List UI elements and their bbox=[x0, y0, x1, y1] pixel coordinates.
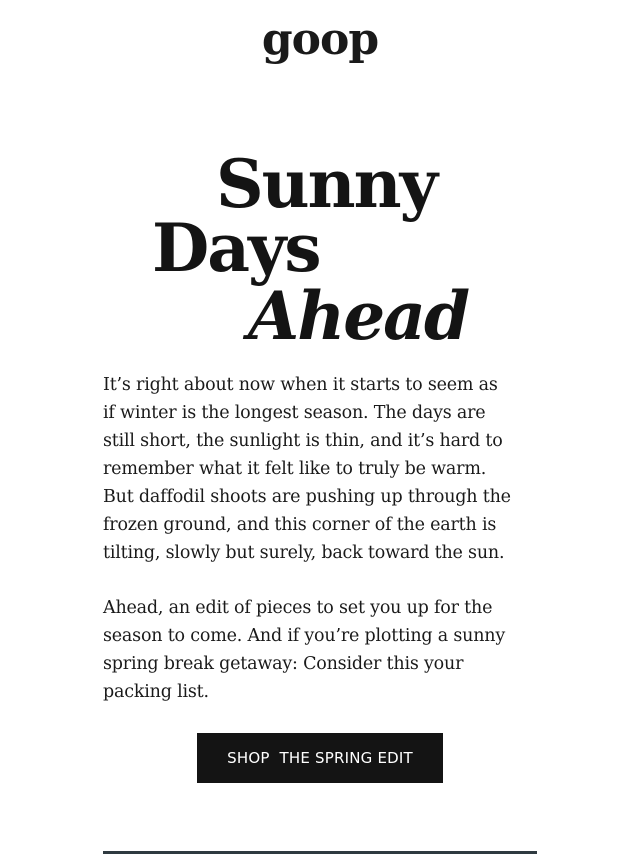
edit-line: Ahead, an edit of pieces to set you up for the bbox=[103, 598, 493, 618]
goop-logo[interactable]: goop bbox=[261, 14, 379, 65]
edit-line: spring break getaway: Consider this your bbox=[103, 654, 464, 674]
intro-line: remember what it felt like to truly be warm. bbox=[103, 459, 487, 479]
intro-line: still short, the sunlight is thin, and it’s hard to bbox=[103, 431, 503, 451]
edit-paragraph bbox=[103, 594, 543, 706]
shop-spring-edit-label: SHOP THE SPRING EDIT bbox=[227, 749, 413, 767]
edit-line: packing list. bbox=[103, 682, 209, 702]
headline-line-days: Days bbox=[152, 209, 320, 287]
intro-line: It’s right about now when it starts to seem as bbox=[103, 375, 498, 395]
intro-line: if winter is the longest season. The days are bbox=[103, 403, 486, 423]
intro-paragraph bbox=[103, 371, 543, 567]
headline-line-ahead: Ahead bbox=[248, 277, 469, 355]
intro-line: tilting, slowly but surely, back toward the sun. bbox=[103, 543, 505, 563]
headline-line-sunny: Sunny bbox=[216, 145, 436, 223]
shop-spring-edit-button[interactable] bbox=[197, 733, 443, 783]
intro-line: frozen ground, and this corner of the earth is bbox=[103, 515, 497, 535]
intro-line: But daffodil shoots are pushing up through the bbox=[103, 487, 511, 507]
edit-line: season to come. And if you’re plotting a sunny bbox=[103, 626, 506, 646]
